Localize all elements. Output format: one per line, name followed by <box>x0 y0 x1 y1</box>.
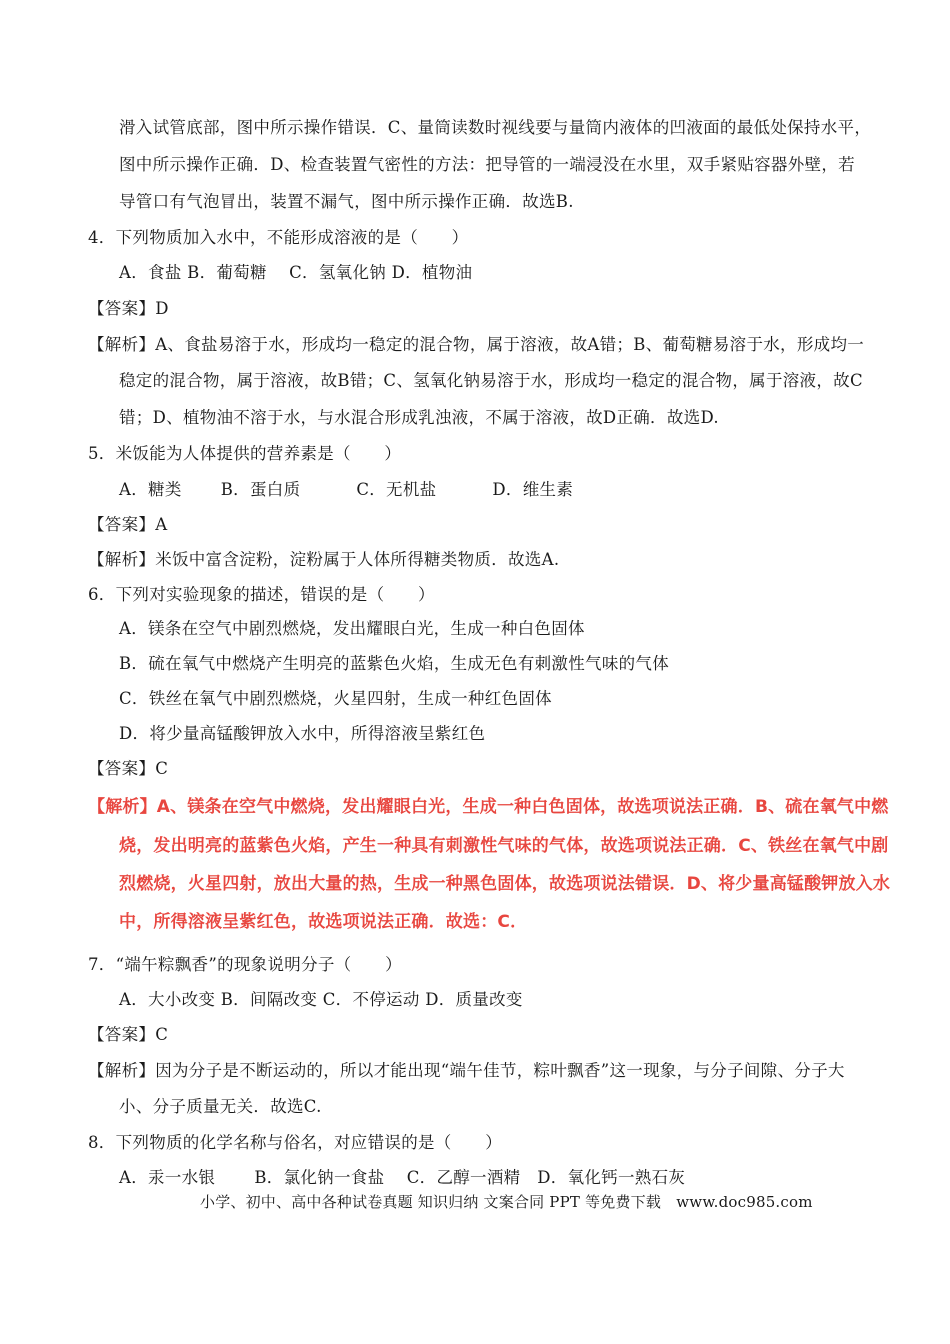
question-5-options: A．糖类 B．蛋白质 C．无机盐 D．维生素 <box>119 480 574 499</box>
option-d: D．将少量高锰酸钾放入水中，所得溶液呈紫红色 <box>119 724 486 743</box>
question-4: 4．下列物质加入水中，不能形成溶液的是（ ） <box>88 228 469 247</box>
answer-6: 【答案】C <box>88 759 169 778</box>
option-c: C．铁丝在氧气中剧烈燃烧，火星四射，生成一种红色固体 <box>119 689 552 708</box>
analysis-5: 【解析】米饭中富含淀粉，淀粉属于人体所得糖类物质．故选A. <box>88 550 560 569</box>
option-b: B．硫在氧气中燃烧产生明亮的蓝紫色火焰，生成无色有刺激性气味的气体 <box>119 654 670 673</box>
question-7-options: A．大小改变 B．间隔改变 C．不停运动 D．质量改变 <box>119 990 523 1009</box>
text-line: 滑入试管底部，图中所示操作错误．C、量筒读数时视线要与量筒内液体的凹液面的最低处保持水平， <box>119 118 872 137</box>
answer-5: 【答案】A <box>88 515 168 534</box>
analysis-6-highlighted: 【解析】A、镁条在空气中燃烧，发出耀眼白光，生成一种白色固体，故选项说法正确．B、硫在氧气中燃 <box>88 797 889 817</box>
question-8: 8．下列物质的化学名称与俗名，对应错误的是（ ） <box>88 1133 502 1152</box>
footer-text: 小学、初中、高中各种试卷真题 知识归纳 文案合同 PPT 等免费下载 www.doc985.com <box>200 1193 813 1211</box>
question-8-options: A．汞一水银 B．氯化钠一食盐 C．乙醇一酒精 D．氧化钙一熟石灰 <box>119 1168 686 1187</box>
answer-7: 【答案】C <box>88 1025 169 1044</box>
question-5: 5．米饭能为人体提供的营养素是（ ） <box>88 444 402 463</box>
analysis-6-highlighted: 中，所得溶液呈紫红色，故选项说法正确．故选：C． <box>119 912 528 932</box>
text-line: 导管口有气泡冒出，装置不漏气，图中所示操作正确．故选B. <box>119 192 574 211</box>
question-6: 6．下列对实验现象的描述，错误的是（ ） <box>88 585 435 604</box>
option-a: A．镁条在空气中剧烈燃烧，发出耀眼白光，生成一种白色固体 <box>119 619 585 638</box>
analysis-6-highlighted: 烈燃烧，火星四射，放出大量的热，生成一种黑色固体，故选项说法错误．D、将少量高锰酸钾放入水 <box>119 874 891 894</box>
text-line: 错；D、植物油不溶于水，与水混合形成乳浊液，不属于溶液，故D正确．故选D. <box>119 408 719 427</box>
text-line: 稳定的混合物，属于溶液，故B错；C、氢氧化钠易溶于水，形成均一稳定的混合物，属于溶液，故C <box>119 371 863 390</box>
question-4-options: A．食盐 B．葡萄糖 C．氢氧化钠 D．植物油 <box>119 263 473 282</box>
analysis-4: 【解析】A、食盐易溶于水，形成均一稳定的混合物，属于溶液，故A错；B、葡萄糖易溶于水，形成均一 <box>88 335 865 354</box>
analysis-6-highlighted: 烧，发出明亮的蓝紫色火焰，产生一种具有刺激性气味的气体，故选项说法正确．C、铁丝在氧气中剧 <box>119 836 889 856</box>
analysis-7: 【解析】因为分子是不断运动的，所以才能出现“端午佳节，粽叶飘香”这一现象，与分子间隙、分子大 <box>88 1061 845 1080</box>
question-7: 7．“端午粽飘香”的现象说明分子（ ） <box>88 955 402 974</box>
text-line: 图中所示操作正确．D、检查装置气密性的方法：把导管的一端浸没在水里，双手紧贴容器外壁，若 <box>119 155 855 174</box>
text-line: 小、分子质量无关．故选C. <box>119 1097 322 1116</box>
answer-4: 【答案】D <box>88 299 169 318</box>
